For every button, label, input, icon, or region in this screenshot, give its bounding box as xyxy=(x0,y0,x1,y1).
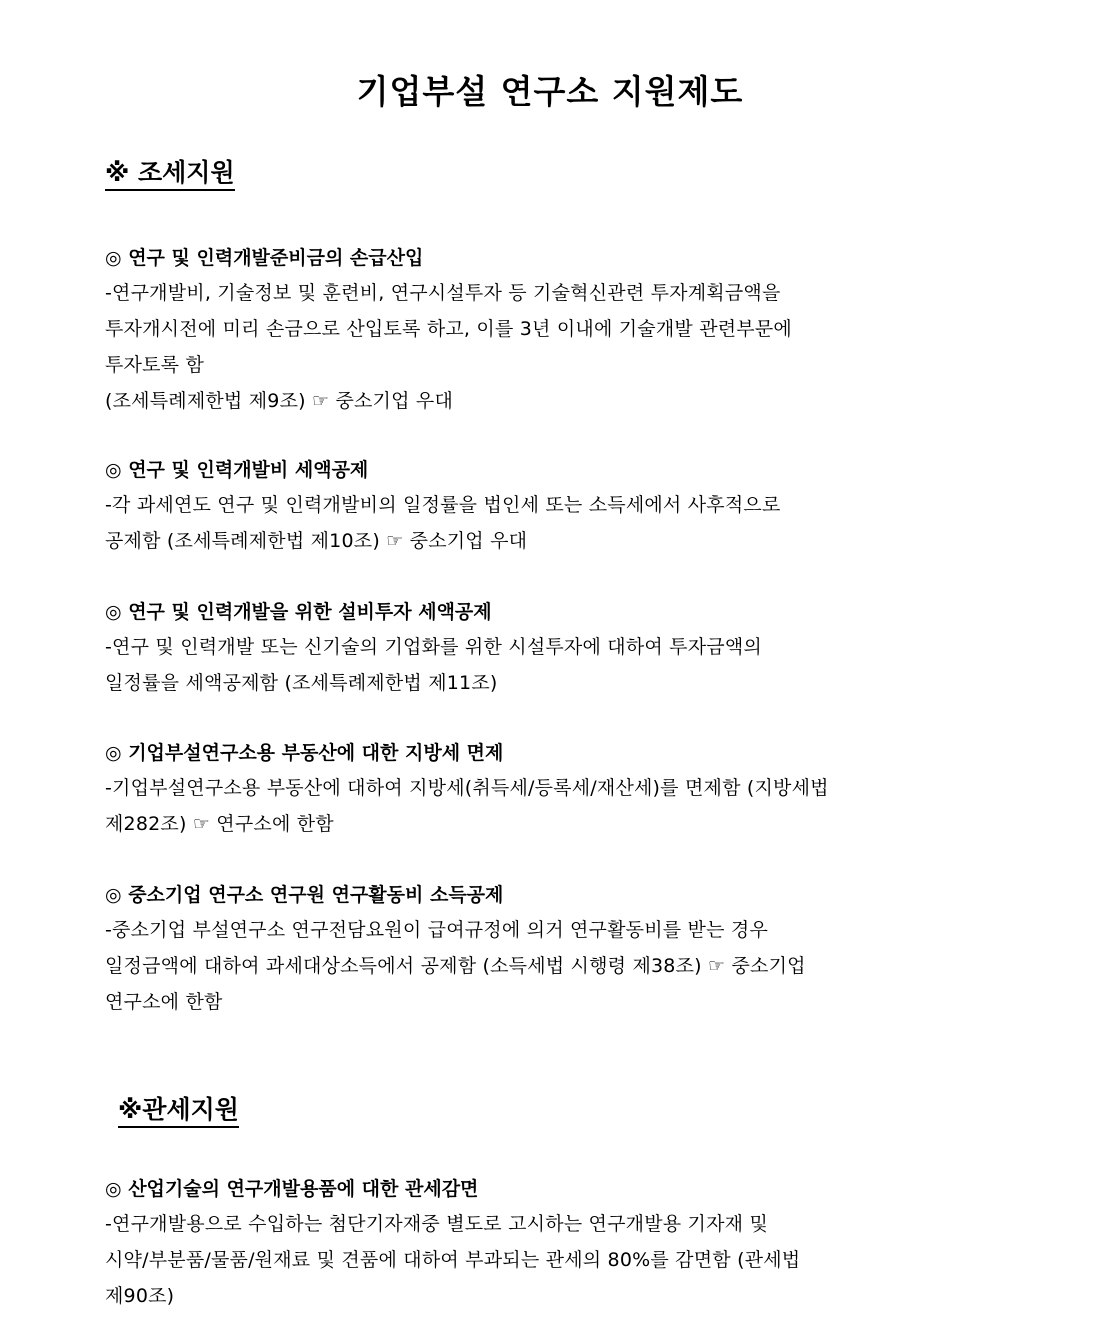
item-title: ◎ 연구 및 인력개발비 세액공제 xyxy=(105,459,369,481)
section-heading-tax-support: ※ 조세지원 xyxy=(105,158,235,191)
item-text-line: -각 과세연도 연구 및 인력개발비의 일정률을 법인세 또는 소득세에서 사후적으로 xyxy=(105,493,781,516)
item-text-line: 공제함 (조세특례제한법 제10조) ☞ 중소기업 우대 xyxy=(105,529,528,552)
item-text-line: 투자개시전에 미리 손금으로 산입토록 하고, 이를 3년 이내에 기술개발 관련부문에 xyxy=(105,317,792,340)
item-text-line: 시약/부분품/물품/원재료 및 견품에 대하여 부과되는 관세의 80%를 감면함 (관세법 xyxy=(105,1248,801,1271)
support-item-facility-investment-credit xyxy=(105,600,1005,701)
item-title: ◎ 산업기술의 연구개발용품에 대한 관세감면 xyxy=(105,1178,479,1200)
section-heading-customs-support: ※관세지원 xyxy=(118,1095,239,1128)
support-item-local-tax-exemption xyxy=(105,741,1005,842)
support-item-researcher-income-deduction xyxy=(105,883,1005,1020)
item-text-line: -연구 및 인력개발 또는 신기술의 기업화를 위한 시설투자에 대하여 투자금액의 xyxy=(105,635,762,658)
item-text-line: 투자토록 함 xyxy=(105,353,205,376)
item-text-line: 제90조) xyxy=(105,1284,175,1307)
item-title: ◎ 연구 및 인력개발준비금의 손급산입 xyxy=(105,247,424,269)
item-text-line: (조세특례제한법 제9조) ☞ 중소기업 우대 xyxy=(105,389,454,412)
item-title: ◎ 기업부설연구소용 부동산에 대한 지방세 면제 xyxy=(105,742,504,764)
support-item-rnd-reserve xyxy=(105,246,1005,419)
item-title: ◎ 중소기업 연구소 연구원 연구활동비 소득공제 xyxy=(105,884,504,906)
support-item-customs-reduction xyxy=(105,1177,1005,1314)
item-text-line: 일정률을 세액공제함 (조세특례제한법 제11조) xyxy=(105,671,498,694)
item-text-line: 연구소에 한함 xyxy=(105,990,223,1013)
item-text-line: -연구개발용으로 수입하는 첨단기자재중 별도로 고시하는 연구개발용 기자재 및 xyxy=(105,1212,769,1235)
item-text-line: -연구개발비, 기술정보 및 훈련비, 연구시설투자 등 기술혁신관련 투자계획금액을 xyxy=(105,281,781,304)
item-text-line: 일정금액에 대하여 과세대상소득에서 공제함 (소득세법 시행령 제38조) ☞ 중소기업 xyxy=(105,954,806,977)
document-title: 기업부설 연구소 지원제도 xyxy=(356,72,744,111)
support-item-rnd-tax-credit xyxy=(105,458,1005,559)
item-title: ◎ 연구 및 인력개발을 위한 설비투자 세액공제 xyxy=(105,601,492,623)
item-text-line: 제282조) ☞ 연구소에 한함 xyxy=(105,812,334,835)
item-text-line: -중소기업 부설연구소 연구전담요원이 급여규정에 의거 연구활동비를 받는 경우 xyxy=(105,918,769,941)
item-text-line: -기업부설연구소용 부동산에 대하여 지방세(취득세/등록세/재산세)를 면제함 (지방세법 xyxy=(105,776,829,799)
